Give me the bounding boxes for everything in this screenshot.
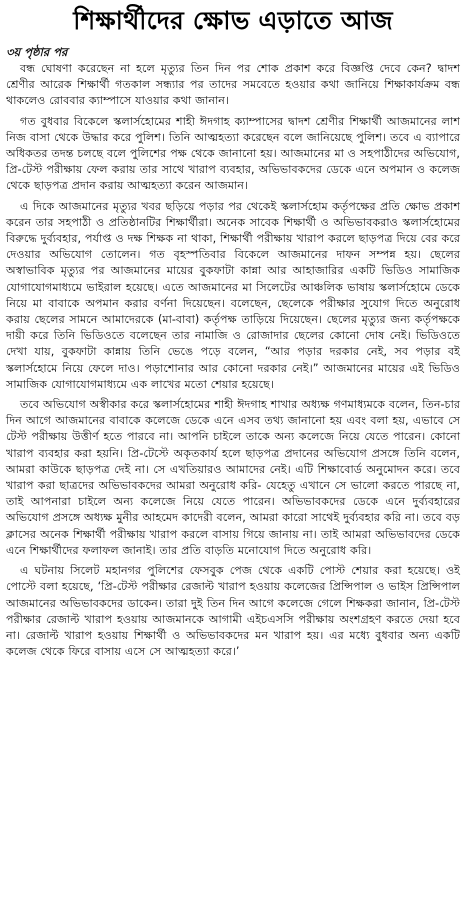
- article-paragraph: এ ঘটনায় সিলেট মহানগর পুলিশের ফেসবুক পেজ থেকে একটি পোস্ট শেয়ার করা হয়েছে। ওই পোস্টে বলা হয়েছে, ‘প্রি-টেস্ট পরীক্ষার রেজাল্ট খারাপ হওয়ায় কলেজের প্রিন্সিপাল ও ভাইস প্রিন্সিপাল আজমানের অভিভাবকদের ডাকেন। তারা দুই তিন দিন আগে কলেজে গেলে শিক্ষকরা জানান, প্রি-টেস্ট পরীক্ষার রেজাল্ট খারাপ হওয়ায় আজমানকে আগামী এইচএসসি পরীক্ষায় অংশগ্রহণ করতে দেয়া হবে না। রেজাল্ট খারাপ হওয়ায় শিক্ষার্থী ও অভিভাবকদের মন খারাপ হয়। এর মধ্যে বুধবার অন্য একটি কলেজ থেকে ফিরে বাসায় এসে সে আত্মহত্যা করে।’: [6, 564, 460, 659]
- article-paragraph: তবে অভিযোগ অস্বীকার করে স্কলার্সহোমের শাহী ঈদগাহ শাখার অধ্যক্ষ গণমাধ্যমকে বলেন, তিন-চার দিন আগে আজমানের বাবাকে কলেজে ডেকে এনে এসব তথ্য জানানো হয় এবং বলা হয়, এভাবে সে টেস্ট পরীক্ষায় উত্তীর্ণ হতে পারবে না। আপনি চাইলে তাকে অন্য কলেজে নিয়ে যেতে পারেন। কোনো খারাপ ব্যবহার করা হয়নি। প্রি-টেস্টে অকৃতকার্য হলে ছাড়পত্র প্রদানের অভিযোগ প্রসঙ্গে তিনি বলেন, আমরা কাউকে ছাড়পত্র দেই না। সে এখতিয়ারও আমাদের নেই। এটি শিক্ষাবোর্ড অনুমোদন করে। তবে খারাপ করা ছাত্রদের অভিভাবকদের আমরা অনুরোধ করি- যেহেতু এখানে সে ভালো করতে পারছে না, তাই আপনারা চাইলে অন্য কলেজে নিয়ে যেতে পারেন। অভিভাবকদের ডেকে এনে দুর্ব্যবহারের অভিযোগ প্রসঙ্গে অধ্যক্ষ মুনীর আহমেদ কাদেরী বলেন, আমরা কারো সাথেই দুর্ব্যবহার করি না। তবে বড় ক্লাসের অনেক শিক্ষার্থী পরীক্ষায় খারাপ করলে বাসায় গিয়ে জানায় না। তাই আমরা অভিভাবদের ডেকে এনে শিক্ষার্থীদের ফলাফল জানাই। তার প্রতি বাড়তি মনোযোগ দিতে অনুরোধ করি।: [6, 398, 460, 557]
- article-paragraph: গত বুধবার বিকেলে স্কলার্সহোমের শাহী ঈদগাহ ক্যাম্পাসের দ্বাদশ শ্রেণীর শিক্ষার্থী আজমানের লাশ নিজ বাসা থেকে উদ্ধার করে পুলিশ। তিনি আত্মহত্যা করেছেন বলে জানিয়েছে পুলিশ। তবে এ ব্যাপারে অধিকতর তদন্ত চলছে বলে পুলিশের পক্ষ থেকে জানানো হয়। আজমানের মা ও সহপাঠীদের অভিযোগ, প্রি-টেস্ট পরীক্ষায় ফেল করায় তার সাথে খারাপ ব্যবহার, অভিভাবকদের ডেকে এনে অপমান ও কলেজ থেকে ছাড়পত্র প্রদান করায় আত্মহত্যা করেন আজমান।: [6, 114, 460, 193]
- article-body: [6, 61, 460, 660]
- article-paragraph: বন্ধ ঘোষণা করেছেন না হলে মৃত্যুর তিন দিন পর শোক প্রকাশ করে বিজ্ঞপ্তি দেবে কেন? দ্বাদশ শ্রেণীর আরেক শিক্ষার্থী গতকাল সন্ধ্যার পর তাদের সমবেতে হওয়ার কথা জানিয়ে শিক্ষাকার্যক্রম বন্ধ থাকলেও রোববার ক্যাম্পাসে যাওয়ার কথা জানান।: [6, 62, 460, 108]
- article-headline: শিক্ষার্থীদের ক্ষোভ এড়াতে আজ: [73, 6, 393, 35]
- continuation-label: ৩য় পৃষ্ঠার পর: [6, 45, 68, 59]
- article-paragraph: এ দিকে আজমানের মৃত্যুর খবর ছড়িয়ে পড়ার পর থেকেই স্কলার্সহোম কর্তৃপক্ষের প্রতি ক্ষোভ প্রকাশ করেন তার সহপাঠী ও প্রতিষ্ঠানটির শিক্ষার্থীরা। অনেক সাবেক শিক্ষার্থী ও অভিভাবকরাও স্কলার্সহোমের বিরুদ্ধে দুর্ব্যবহার, পর্যাপ্ত ও দক্ষ শিক্ষক না থাকা, শিক্ষার্থী পরীক্ষায় খারাপ করলে ছাড়পত্র দিয়ে বের করে দেওয়ার অভিযোগ তোলেন। গত বৃহস্পতিবার বিকেলে আজমানের দাফন সম্পন্ন হয়। ছেলের অস্বাভাবিক মৃত্যুর পর আজমানের মায়ের বুকফাটা কান্না আর আহাজারির একটি ভিডিও সামাজিক যোগাযোগমাধ্যমে ভাইরাল হয়েছে। এতে আজমানের মা সিলেটের আঞ্চলিক ভাষায় স্কলার্সহোমে ডেকে নিয়ে মা বাবাকে অপমান করার বর্ণনা দিয়েছেন। বলেছেন, ছেলেকে পরীক্ষার সুযোগ দিতে অনুরোধ করায় ছেলের সামনে আমাদেরকে (মা-বাবা) কর্তৃপক্ষ তাড়িয়ে দিয়েছেন। ছেলের মৃত্যুর জন্য কর্তৃপক্ষকে দায়ী করে তিনি ভিডিওতে বলেছেন তার নামাজি ও রোজাদার ছেলের কোনো দোষ নেই। ভিডিওতে দেখা যায়, বুকফাটা কান্নায় তিনি ভেঙে পড়ে বলেন, “আর পড়ার দরকার নেই, সব পড়ার বই স্কলার্সহোমে নিয়ে ফেলে দাও। পড়াশোনার আর কোনো দরকার নেই।” আজমানের মায়ের এই ভিডিও সামাজিক যোগাযোগমাধ্যমে এক লাখের মতো শেয়ার হয়েছে।: [6, 199, 460, 391]
